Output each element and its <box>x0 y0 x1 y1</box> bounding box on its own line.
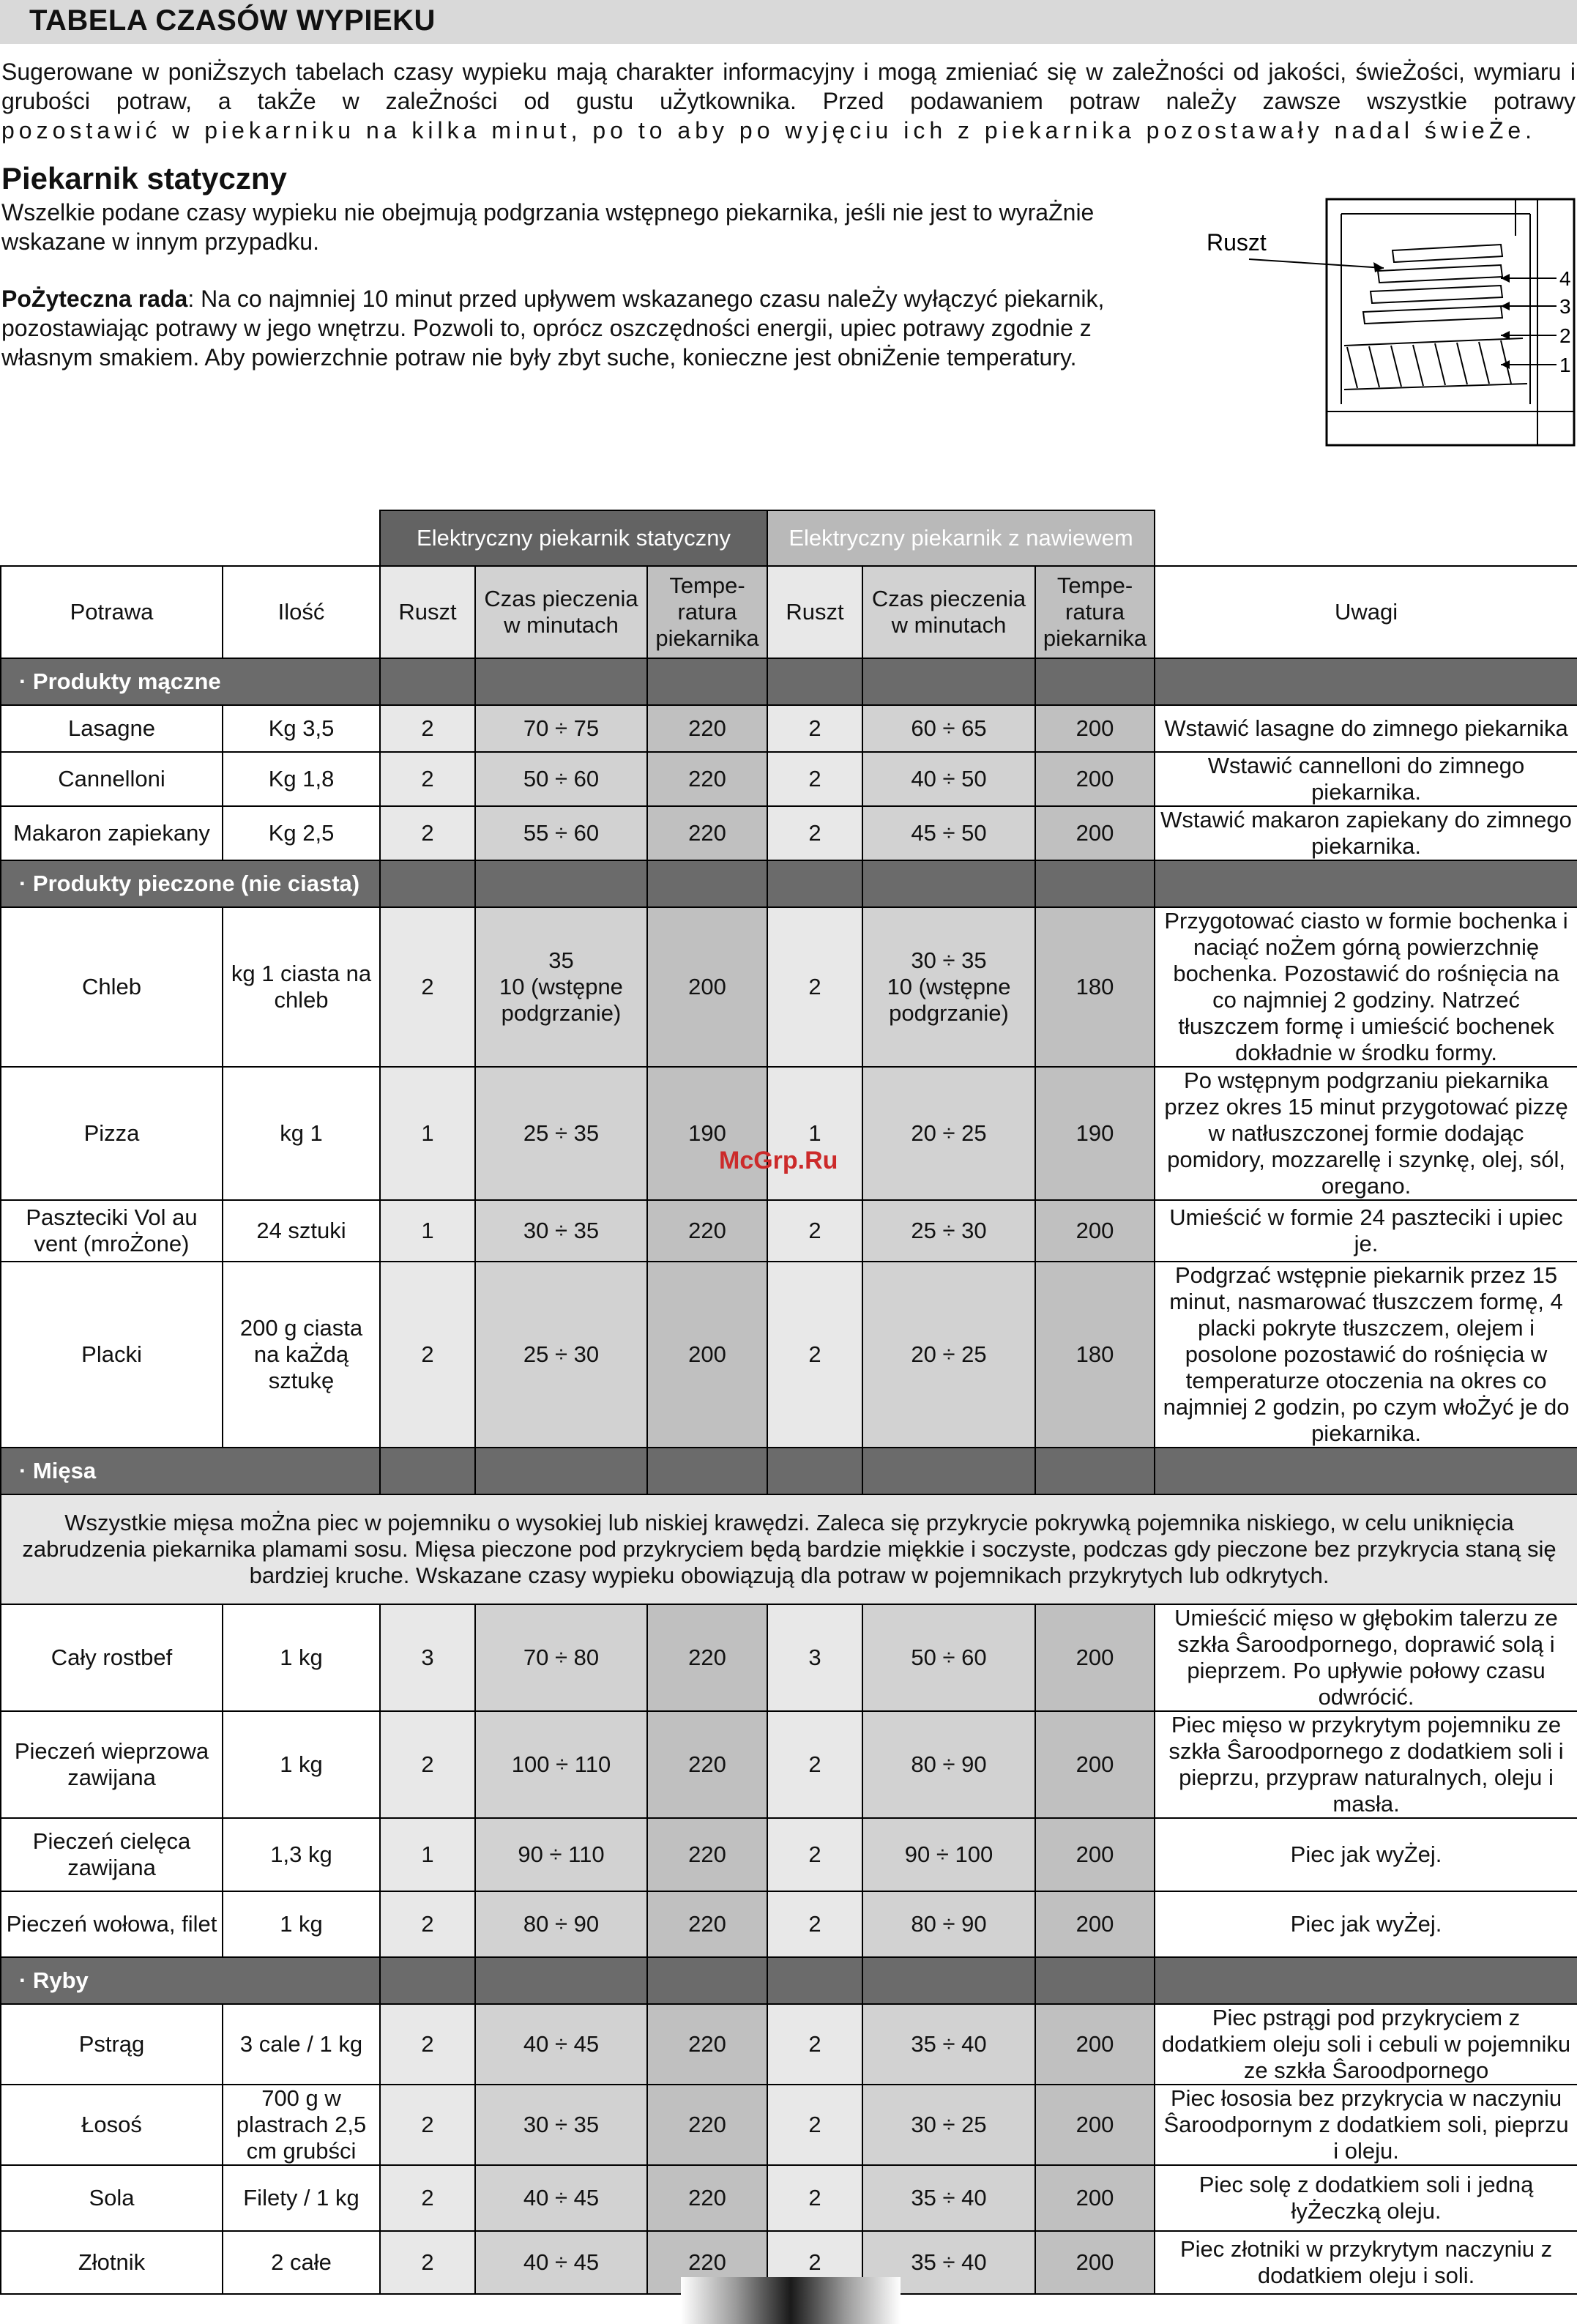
qty-cell: Kg 1,8 <box>223 752 380 806</box>
col-static-time: Czas pieczenia w minutach <box>475 566 647 658</box>
col-fan-time: Czas pieczenia w minutach <box>862 566 1035 658</box>
dish-cell: Pizza <box>1 1067 223 1200</box>
fan-temp-cell: 180 <box>1035 1262 1155 1448</box>
static-shelf-cell: 2 <box>380 1891 475 1957</box>
fan-shelf-cell: 2 <box>767 2231 862 2294</box>
static-time-cell: 25 ÷ 35 <box>475 1067 647 1200</box>
notes-cell: Wstawić cannelloni do zimnego piekarnika. <box>1155 752 1577 806</box>
static-time-cell: 70 ÷ 80 <box>475 1604 647 1711</box>
fan-temp-cell: 200 <box>1035 2004 1155 2085</box>
static-temp-cell: 220 <box>647 1818 767 1891</box>
dish-cell: Cannelloni <box>1 752 223 806</box>
dish-cell: Pieczeń wołowa, filet <box>1 1891 223 1957</box>
static-temp-cell: 220 <box>647 705 767 752</box>
level-4-label: 4 <box>1559 267 1571 290</box>
static-time-cell: 30 ÷ 35 <box>475 2085 647 2165</box>
fan-shelf-cell: 2 <box>767 752 862 806</box>
static-time-cell: 35 10 (wstępne podgrzanie) <box>475 907 647 1067</box>
table-row <box>1 806 1577 860</box>
dish-cell: Złotnik <box>1 2231 223 2294</box>
fan-time-cell: 30 ÷ 25 <box>862 2085 1035 2165</box>
notes-cell: Wstawić lasagne do zimnego piekarnika <box>1155 705 1577 752</box>
fan-time-cell: 20 ÷ 25 <box>862 1067 1035 1200</box>
level-3-label: 3 <box>1559 295 1571 318</box>
static-temp-cell: 200 <box>647 907 767 1067</box>
category-row <box>1 658 1577 705</box>
static-shelf-cell: 2 <box>380 2085 475 2165</box>
static-shelf-cell: 1 <box>380 1067 475 1200</box>
qty-cell: 24 sztuki <box>223 1200 380 1262</box>
notes-cell: Wstawić makaron zapiekany do zimnego piekarnika. <box>1155 806 1577 860</box>
table-row <box>1 2004 1577 2085</box>
fan-time-cell: 40 ÷ 50 <box>862 752 1035 806</box>
fan-shelf-cell: 2 <box>767 1818 862 1891</box>
fan-temp-cell: 200 <box>1035 1711 1155 1818</box>
static-temp-cell: 200 <box>647 1262 767 1448</box>
table-row <box>1 1711 1577 1818</box>
notes-cell: Umieścić w formie 24 paszteciki i upiec je. <box>1155 1200 1577 1262</box>
dish-cell: Paszteciki Vol au vent (mroŻone) <box>1 1200 223 1262</box>
fan-time-cell: 60 ÷ 65 <box>862 705 1035 752</box>
level-2-label: 2 <box>1559 324 1571 347</box>
fan-temp-cell: 200 <box>1035 1891 1155 1957</box>
col-fan-shelf: Ruszt <box>767 566 862 658</box>
fan-shelf-cell: 2 <box>767 2165 862 2231</box>
qty-cell: 3 cale / 1 kg <box>223 2004 380 2085</box>
static-time-cell: 100 ÷ 110 <box>475 1711 647 1818</box>
static-temp-cell: 220 <box>647 1891 767 1957</box>
qty-cell: 1,3 kg <box>223 1818 380 1891</box>
meat-note-row <box>1 1494 1577 1604</box>
qty-cell: Kg 3,5 <box>223 705 380 752</box>
static-temp-cell: 220 <box>647 2004 767 2085</box>
watermark: McGrp.Ru <box>719 1147 838 1174</box>
fan-time-cell: 35 ÷ 40 <box>862 2231 1035 2294</box>
qty-cell: kg 1 ciasta na chleb <box>223 907 380 1067</box>
fan-shelf-cell: 2 <box>767 1711 862 1818</box>
table-row <box>1 1262 1577 1448</box>
static-shelf-cell: 2 <box>380 806 475 860</box>
static-shelf-cell: 2 <box>380 752 475 806</box>
static-temp-cell: 220 <box>647 1604 767 1711</box>
static-time-cell: 40 ÷ 45 <box>475 2165 647 2231</box>
table-row <box>1 1200 1577 1262</box>
qty-cell: 200 g ciasta na kaŻdą sztukę <box>223 1262 380 1448</box>
dish-cell: Lasagne <box>1 705 223 752</box>
static-temp-cell: 190 <box>647 1067 767 1200</box>
table-row <box>1 1818 1577 1891</box>
category-name: · Ryby <box>1 1957 380 2004</box>
fan-temp-cell: 180 <box>1035 907 1155 1067</box>
fan-temp-cell: 200 <box>1035 1200 1155 1262</box>
fan-time-cell: 45 ÷ 50 <box>862 806 1035 860</box>
qty-cell: 1 kg <box>223 1711 380 1818</box>
fan-time-cell: 80 ÷ 90 <box>862 1891 1035 1957</box>
fan-shelf-cell: 2 <box>767 2085 862 2165</box>
fan-time-cell: 25 ÷ 30 <box>862 1200 1035 1262</box>
fan-time-cell: 20 ÷ 25 <box>862 1262 1035 1448</box>
static-temp-cell: 220 <box>647 2085 767 2165</box>
static-shelf-cell: 1 <box>380 1200 475 1262</box>
dish-cell: Chleb <box>1 907 223 1067</box>
dish-cell: Makaron zapiekany <box>1 806 223 860</box>
dish-cell: Cały rostbef <box>1 1604 223 1711</box>
static-temp-cell: 220 <box>647 2231 767 2294</box>
static-shelf-cell: 3 <box>380 1604 475 1711</box>
qty-cell: 1 kg <box>223 1604 380 1711</box>
notes-cell: Piec mięso w przykrytym pojemniku ze szkła Ŝaroodpornego z dodatkiem soli i pieprzu, przypraw naturalnych, oleju i masła. <box>1155 1711 1577 1818</box>
static-time-cell: 70 ÷ 75 <box>475 705 647 752</box>
notes-cell: Piec złotniki w przykrytym naczyniu z dodatkiem oleju i soli. <box>1155 2231 1577 2294</box>
fan-time-cell: 30 ÷ 35 10 (wstępne podgrzanie) <box>862 907 1035 1067</box>
table-row <box>1 907 1577 1067</box>
tip-text: : Na co najmniej 10 minut przed upływem wskazanego czasu naleŻy wyłączyć piekarnik, pozostawiając potrawy w jego wnętrzu. Pozwoli to, oprócz oszczędności energii, upiec potrawy zgodnie z własnym smakiem. Aby powierzchnie potraw nie były zbyt suche, konieczne jest obniŻenie temperatury. <box>1 286 1105 370</box>
static-time-cell: 55 ÷ 60 <box>475 806 647 860</box>
fan-temp-cell: 200 <box>1035 752 1155 806</box>
fan-temp-cell: 200 <box>1035 1604 1155 1711</box>
dish-cell: Sola <box>1 2165 223 2231</box>
group-static-oven: Elektryczny piekarnik statyczny <box>380 510 767 566</box>
static-time-cell: 50 ÷ 60 <box>475 752 647 806</box>
fan-time-cell: 90 ÷ 100 <box>862 1818 1035 1891</box>
page-title: TABELA CZASÓW WYPIEKU <box>29 4 436 37</box>
static-time-cell: 40 ÷ 45 <box>475 2004 647 2085</box>
fan-time-cell: 35 ÷ 40 <box>862 2165 1035 2231</box>
fan-shelf-cell: 2 <box>767 1262 862 1448</box>
notes-cell: Po wstępnym podgrzaniu piekarnika przez okres 15 minut przygotować pizzę w natłuszczonej formie dodając pomidory, mozzarellę i szynkę, olej, sól, oregano. <box>1155 1067 1577 1200</box>
section-paragraph: Wszelkie podane czasy wypieku nie obejmują podgrzania wstępnego piekarnika, jeśli nie jest to wyraŻnie wskazane w innym przypadku. <box>1 199 1095 255</box>
fan-shelf-cell: 1 <box>767 1067 862 1200</box>
col-static-shelf: Ruszt <box>380 566 475 658</box>
category-row <box>1 860 1577 907</box>
static-temp-cell: 220 <box>647 2165 767 2231</box>
fan-shelf-cell: 2 <box>767 1200 862 1262</box>
tip-paragraph <box>1 284 1114 372</box>
meat-note: Wszystkie mięsa moŻna piec w pojemniku o wysokiej lub niskiej krawędzi. Zaleca się przykrycie pokrywką pojemnika niskiego, w celu uniknięcia zabrudzenia piekarnika plamami sosu. Mięsa pieczone pod przykryciem będą bardzie miękkie i soczyste, podczas gdy pieczone bez przykrycia staną się bardziej kruche. Wskazane czasy wypieku obowiązują dla potraw w pojemnikach przykrytych lub odkrytych. <box>1 1494 1577 1604</box>
dish-cell: Pieczeń cielęca zawijana <box>1 1818 223 1891</box>
dish-cell: Łosoś <box>1 2085 223 2165</box>
dish-cell: Pstrąg <box>1 2004 223 2085</box>
notes-cell: Piec solę z dodatkiem soli i jedną łyŻeczką oleju. <box>1155 2165 1577 2231</box>
static-time-cell: 25 ÷ 30 <box>475 1262 647 1448</box>
static-time-cell: 80 ÷ 90 <box>475 1891 647 1957</box>
header-bar <box>0 0 1577 44</box>
fan-shelf-cell: 2 <box>767 2004 862 2085</box>
table-body <box>1 658 1577 2294</box>
table-row <box>1 1891 1577 1957</box>
fan-shelf-cell: 2 <box>767 705 862 752</box>
notes-cell: Piec jak wyŻej. <box>1155 1891 1577 1957</box>
notes-cell: Piec jak wyŻej. <box>1155 1818 1577 1891</box>
qty-cell: 1 kg <box>223 1891 380 1957</box>
qty-cell: 2 całe <box>223 2231 380 2294</box>
static-temp-cell: 220 <box>647 806 767 860</box>
static-time-cell: 90 ÷ 110 <box>475 1818 647 1891</box>
static-shelf-cell: 1 <box>380 1818 475 1891</box>
static-shelf-cell: 2 <box>380 2231 475 2294</box>
table-row <box>1 752 1577 806</box>
fan-shelf-cell: 2 <box>767 907 862 1067</box>
static-shelf-cell: 2 <box>380 705 475 752</box>
fan-time-cell: 50 ÷ 60 <box>862 1604 1035 1711</box>
col-notes: Uwagi <box>1155 566 1577 658</box>
section-title: Piekarnik statyczny <box>1 161 287 195</box>
col-qty: Ilość <box>223 566 380 658</box>
notes-cell: Podgrzać wstępnie piekarnik przez 15 minut, nasmarować tłuszczem formę, 4 placki pokryte tłuszczem, olejem i posolone pozostawić do rośnięcia w temperaturze otoczenia na okres co najmniej 2 godzin, po czym włoŻyć je do piekarnika. <box>1155 1262 1577 1448</box>
static-shelf-cell: 2 <box>380 2165 475 2231</box>
col-dish: Potrawa <box>1 566 223 658</box>
group-fan-oven: Elektryczny piekarnik z nawiewem <box>767 510 1155 566</box>
oven-shelf-diagram <box>1201 192 1577 448</box>
static-time-cell: 40 ÷ 45 <box>475 2231 647 2294</box>
category-row <box>1 1448 1577 1494</box>
fan-temp-cell: 200 <box>1035 1818 1155 1891</box>
static-shelf-cell: 2 <box>380 907 475 1067</box>
diagram-label: Ruszt <box>1207 229 1267 256</box>
static-shelf-cell: 2 <box>380 2004 475 2085</box>
category-name: · Produkty mączne <box>1 658 380 705</box>
static-temp-cell: 220 <box>647 752 767 806</box>
intro-paragraph-last-line: pozostawić w piekarniku na kilka minut, po to aby po wyjęciu ich z piekarnika pozostawały nadal świeŻe. <box>1 117 1537 144</box>
static-temp-cell: 220 <box>647 1200 767 1262</box>
dish-cell: Placki <box>1 1262 223 1448</box>
static-temp-cell: 220 <box>647 1711 767 1818</box>
tip-label: PoŻyteczna rada <box>1 286 188 312</box>
fan-time-cell: 80 ÷ 90 <box>862 1711 1035 1818</box>
category-row <box>1 1957 1577 2004</box>
fan-temp-cell: 200 <box>1035 705 1155 752</box>
fan-temp-cell: 190 <box>1035 1067 1155 1200</box>
fan-shelf-cell: 2 <box>767 806 862 860</box>
col-static-temp: Tempe- ratura piekarnika <box>647 566 767 658</box>
fan-time-cell: 35 ÷ 40 <box>862 2004 1035 2085</box>
notes-cell: Umieścić mięso w głębokim talerzu ze szkła Ŝaroodpornego, doprawić solą i pieprzem. Po upływie połowy czasu odwrócić. <box>1155 1604 1577 1711</box>
static-time-cell: 30 ÷ 35 <box>475 1200 647 1262</box>
fan-shelf-cell: 2 <box>767 1891 862 1957</box>
intro-paragraph: Sugerowane w poniŻszych tabelach czasy wypieku mają charakter informacyjny i mogą zmieniać się w zaleŻności od jakości, świeŻości, wymiaru i grubości potraw, a takŻe w zaleŻności od gustu uŻytkownika. Przed podawaniem potraw naleŻy zawsze wszystkie potrawy <box>1 59 1576 114</box>
category-name: · Mięsa <box>1 1448 380 1494</box>
category-name: · Produkty pieczone (nie ciasta) <box>1 860 380 907</box>
qty-cell: 700 g w plastrach 2,5 cm grubści <box>223 2085 380 2165</box>
notes-cell: Piec łososia bez przykrycia w naczyniu Ŝaroodpornym z dodatkiem soli, pieprzu i oleju. <box>1155 2085 1577 2165</box>
fan-shelf-cell: 3 <box>767 1604 862 1711</box>
qty-cell: kg 1 <box>223 1067 380 1200</box>
footer-gradient-bar <box>681 2277 901 2324</box>
table-row <box>1 2085 1577 2165</box>
notes-cell: Przygotować ciasto w formie bochenka i naciąć noŻem górną powierzchnię bochenka. Pozostawić do rośnięcia na co najmniej 2 godziny. Natrzeć tłuszczem formę i umieścić bochenek dokładnie w środku formy. <box>1155 907 1577 1067</box>
baking-table <box>0 510 1577 2295</box>
qty-cell: Kg 2,5 <box>223 806 380 860</box>
table-row <box>1 1604 1577 1711</box>
col-fan-temp: Tempe- ratura piekarnika <box>1035 566 1155 658</box>
static-shelf-cell: 2 <box>380 1711 475 1818</box>
fan-temp-cell: 200 <box>1035 2231 1155 2294</box>
qty-cell: Filety / 1 kg <box>223 2165 380 2231</box>
dish-cell: Pieczeń wieprzowa zawijana <box>1 1711 223 1818</box>
table-row <box>1 1067 1577 1200</box>
notes-cell: Piec pstrągi pod przykryciem z dodatkiem oleju soli i cebuli w pojemniku ze szkła Ŝaroodpornego <box>1155 2004 1577 2085</box>
fan-temp-cell: 200 <box>1035 806 1155 860</box>
table-row <box>1 2165 1577 2231</box>
table-row <box>1 705 1577 752</box>
level-1-label: 1 <box>1559 354 1571 376</box>
fan-temp-cell: 200 <box>1035 2165 1155 2231</box>
static-shelf-cell: 2 <box>380 1262 475 1448</box>
fan-temp-cell: 200 <box>1035 2085 1155 2165</box>
